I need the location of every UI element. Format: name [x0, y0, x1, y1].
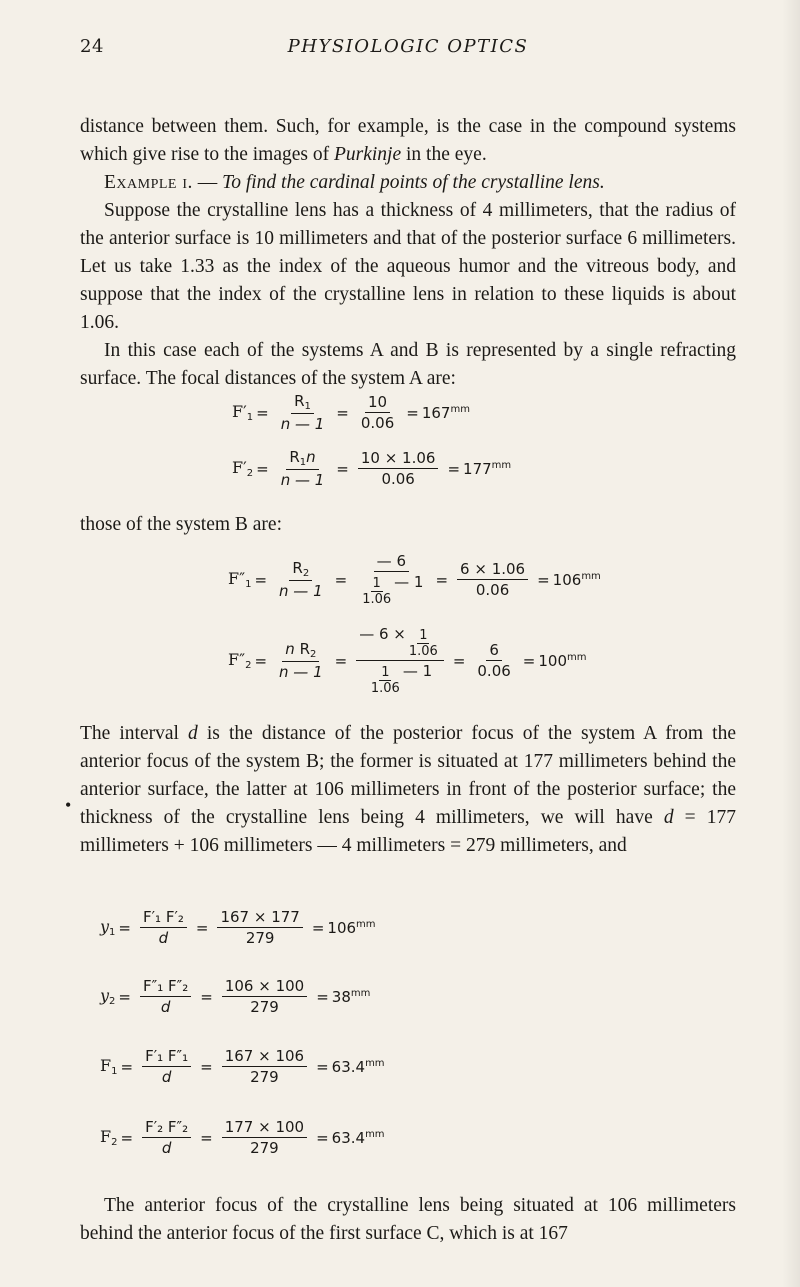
eq-lhs: $F'_1$ [232, 402, 254, 423]
fraction: $\frac{6}{0.06}$ [477, 641, 511, 680]
eq-result: $106^{mm}$ [327, 918, 376, 937]
eq-lhs: $F_2$ [100, 1127, 118, 1148]
eq-result: $38^{mm}$ [331, 987, 371, 1006]
example-label: Example i. [104, 172, 193, 193]
eq-lhs: $F_1$ [100, 1056, 118, 1077]
eq-lhs: $F''_1$ [228, 569, 252, 590]
eq-lhs: $F''_2$ [228, 650, 252, 671]
fraction: $\frac{10}{0.06}$ [360, 393, 395, 432]
assumptions-paragraph: Suppose the crystalline lens has a thickness of 4 millimeters, that the radius of the anterior surface is 10 millimeters and that of the posterior surface 6 millimeters. Let us take 1.33 as the index of the aqueous humor and the vitreous body, and suppose that the index of the crystalline lens in relation to these liquids is about 1.06. [80, 200, 736, 333]
paragraph-intro [80, 113, 736, 393]
fraction: — 6 × $\frac{1}{1.06}$ $\frac{1}{1.06}$ — 1 [356, 625, 444, 696]
fraction: $\frac{177 \times 100}{279}$ [222, 1118, 307, 1157]
fraction: $\frac{\text{F′₂ F″₂}}{d}$ [142, 1118, 191, 1157]
eq-result: $100^{mm}$ [538, 651, 587, 670]
em-dash: — [192, 172, 223, 193]
fraction: $\frac{10 \times 1.06}{0.06}$ [358, 449, 439, 488]
equation-f-double-prime-1: $F''_1$ = $\frac{R_2}{n — 1}$ = — 6 $\frac{1}{1.06}$ — 1 = $\frac{6 \times 1.06}{0.06}$ = $106^{mm}$ [228, 552, 601, 607]
text-line: in the eye. [401, 144, 487, 165]
equation-y1: $y_1$ = $\frac{\text{F′₁ F′₂}}{d}$ = $\frac{167 \times 177}{279}$ = $106^{mm}$ [100, 908, 376, 947]
paragraph-anterior-focus: The anterior focus of the crystalline lens being situated at 106 millimeters behind the anterior focus of the first surface C, which is at 167 [80, 1195, 736, 1244]
eq-result: $177^{mm}$ [463, 459, 512, 478]
fraction: $\frac{R_1}{n — 1}$ [280, 392, 325, 433]
paragraph-interval: The interval d is the distance of the posterior focus of the system A from the anterior focus of the system B; the former is situated at 177 millimeters behind the anterior surface, the latter at 106 millimeters in front of the posterior surface; the thickness of the crystalline lens being 4 millimeters, we will have d = 177 millimeters + 106 millimeters — 4 millimeters = 279 millimeters, and [80, 723, 737, 856]
fraction: $\frac{\text{F″₁ F″₂}}{d}$ [140, 977, 191, 1016]
print-speck: • [65, 795, 72, 815]
fraction: — 6 $\frac{1}{1.06}$ — 1 [362, 552, 424, 607]
text-line: systems which give rise to the images of [80, 116, 736, 165]
fraction: $\frac{R_1n}{n — 1}$ [280, 448, 325, 489]
running-title: PHYSIOLOGIC OPTICS [287, 36, 529, 57]
fraction: $\frac{167 \times 106}{279}$ [222, 1047, 307, 1086]
equation-f-prime-1: $F'_1$ = $\frac{R_1}{n — 1}$ = $\frac{10}{0.06}$ = $167^{mm}$ [232, 392, 470, 433]
equation-principal-point-1: $F_1$ = $\frac{\text{F′₁ F″₁}}{d}$ = $\frac{167 \times 106}{279}$ = $63.4^{mm}$ [100, 1047, 385, 1086]
fraction: $\frac{\text{F′₁ F′₂}}{d}$ [140, 908, 187, 947]
eq-lhs: $F'_2$ [232, 458, 254, 479]
eq-result: $167^{mm}$ [421, 403, 470, 422]
text-line: distance between them. Such, for example, is the case in the compound [80, 116, 667, 137]
page-number: 24 [80, 36, 104, 57]
eq-result: $63.4^{mm}$ [331, 1057, 385, 1076]
fraction: $\frac{106 \times 100}{279}$ [222, 977, 307, 1016]
eq-result: $63.4^{mm}$ [331, 1128, 385, 1147]
fraction: $\frac{n R_2}{n — 1}$ [279, 640, 323, 681]
system-b-label: those of the system B are: [80, 514, 282, 535]
fraction: $\frac{R_2}{n — 1}$ [279, 559, 323, 600]
purkinje-name: Purkinje [333, 144, 402, 165]
equation-f-prime-2: $F'_2$ = $\frac{R_1n}{n — 1}$ = $\frac{10 \times 1.06}{0.06}$ = $177^{mm}$ [232, 448, 512, 489]
page-header [80, 36, 736, 66]
eq-lhs: $y_2$ [100, 986, 116, 1007]
system-a-intro: In this case each of the systems A and B is represented by a single refracting surface. The focal distances of the system A are: [80, 340, 736, 389]
eq-lhs: $y_1$ [100, 917, 116, 938]
fraction: $\frac{\text{F′₁ F″₁}}{d}$ [142, 1047, 191, 1086]
fraction: $\frac{6 \times 1.06}{0.06}$ [457, 560, 528, 599]
fraction: $\frac{167 \times 177}{279}$ [217, 908, 302, 947]
equation-f-double-prime-2: $F''_2$ = $\frac{n R_2}{n — 1}$ = — 6 × $\frac{1}{1.06}$ $\frac{1}{1.06}$ — 1 = $\frac{6}{0.06}$ = $100^{mm}$ [228, 625, 587, 696]
equation-principal-point-2: $F_2$ = $\frac{\text{F′₂ F″₂}}{d}$ = $\frac{177 \times 100}{279}$ = $63.4^{mm}$ [100, 1118, 385, 1157]
equation-y2: $y_2$ = $\frac{\text{F″₁ F″₂}}{d}$ = $\frac{106 \times 100}{279}$ = $38^{mm}$ [100, 977, 371, 1016]
eq-result: $106^{mm}$ [552, 570, 601, 589]
example-title: To find the cardinal points of the crystalline lens. [222, 172, 605, 193]
page-edge-shadow [782, 0, 800, 1287]
